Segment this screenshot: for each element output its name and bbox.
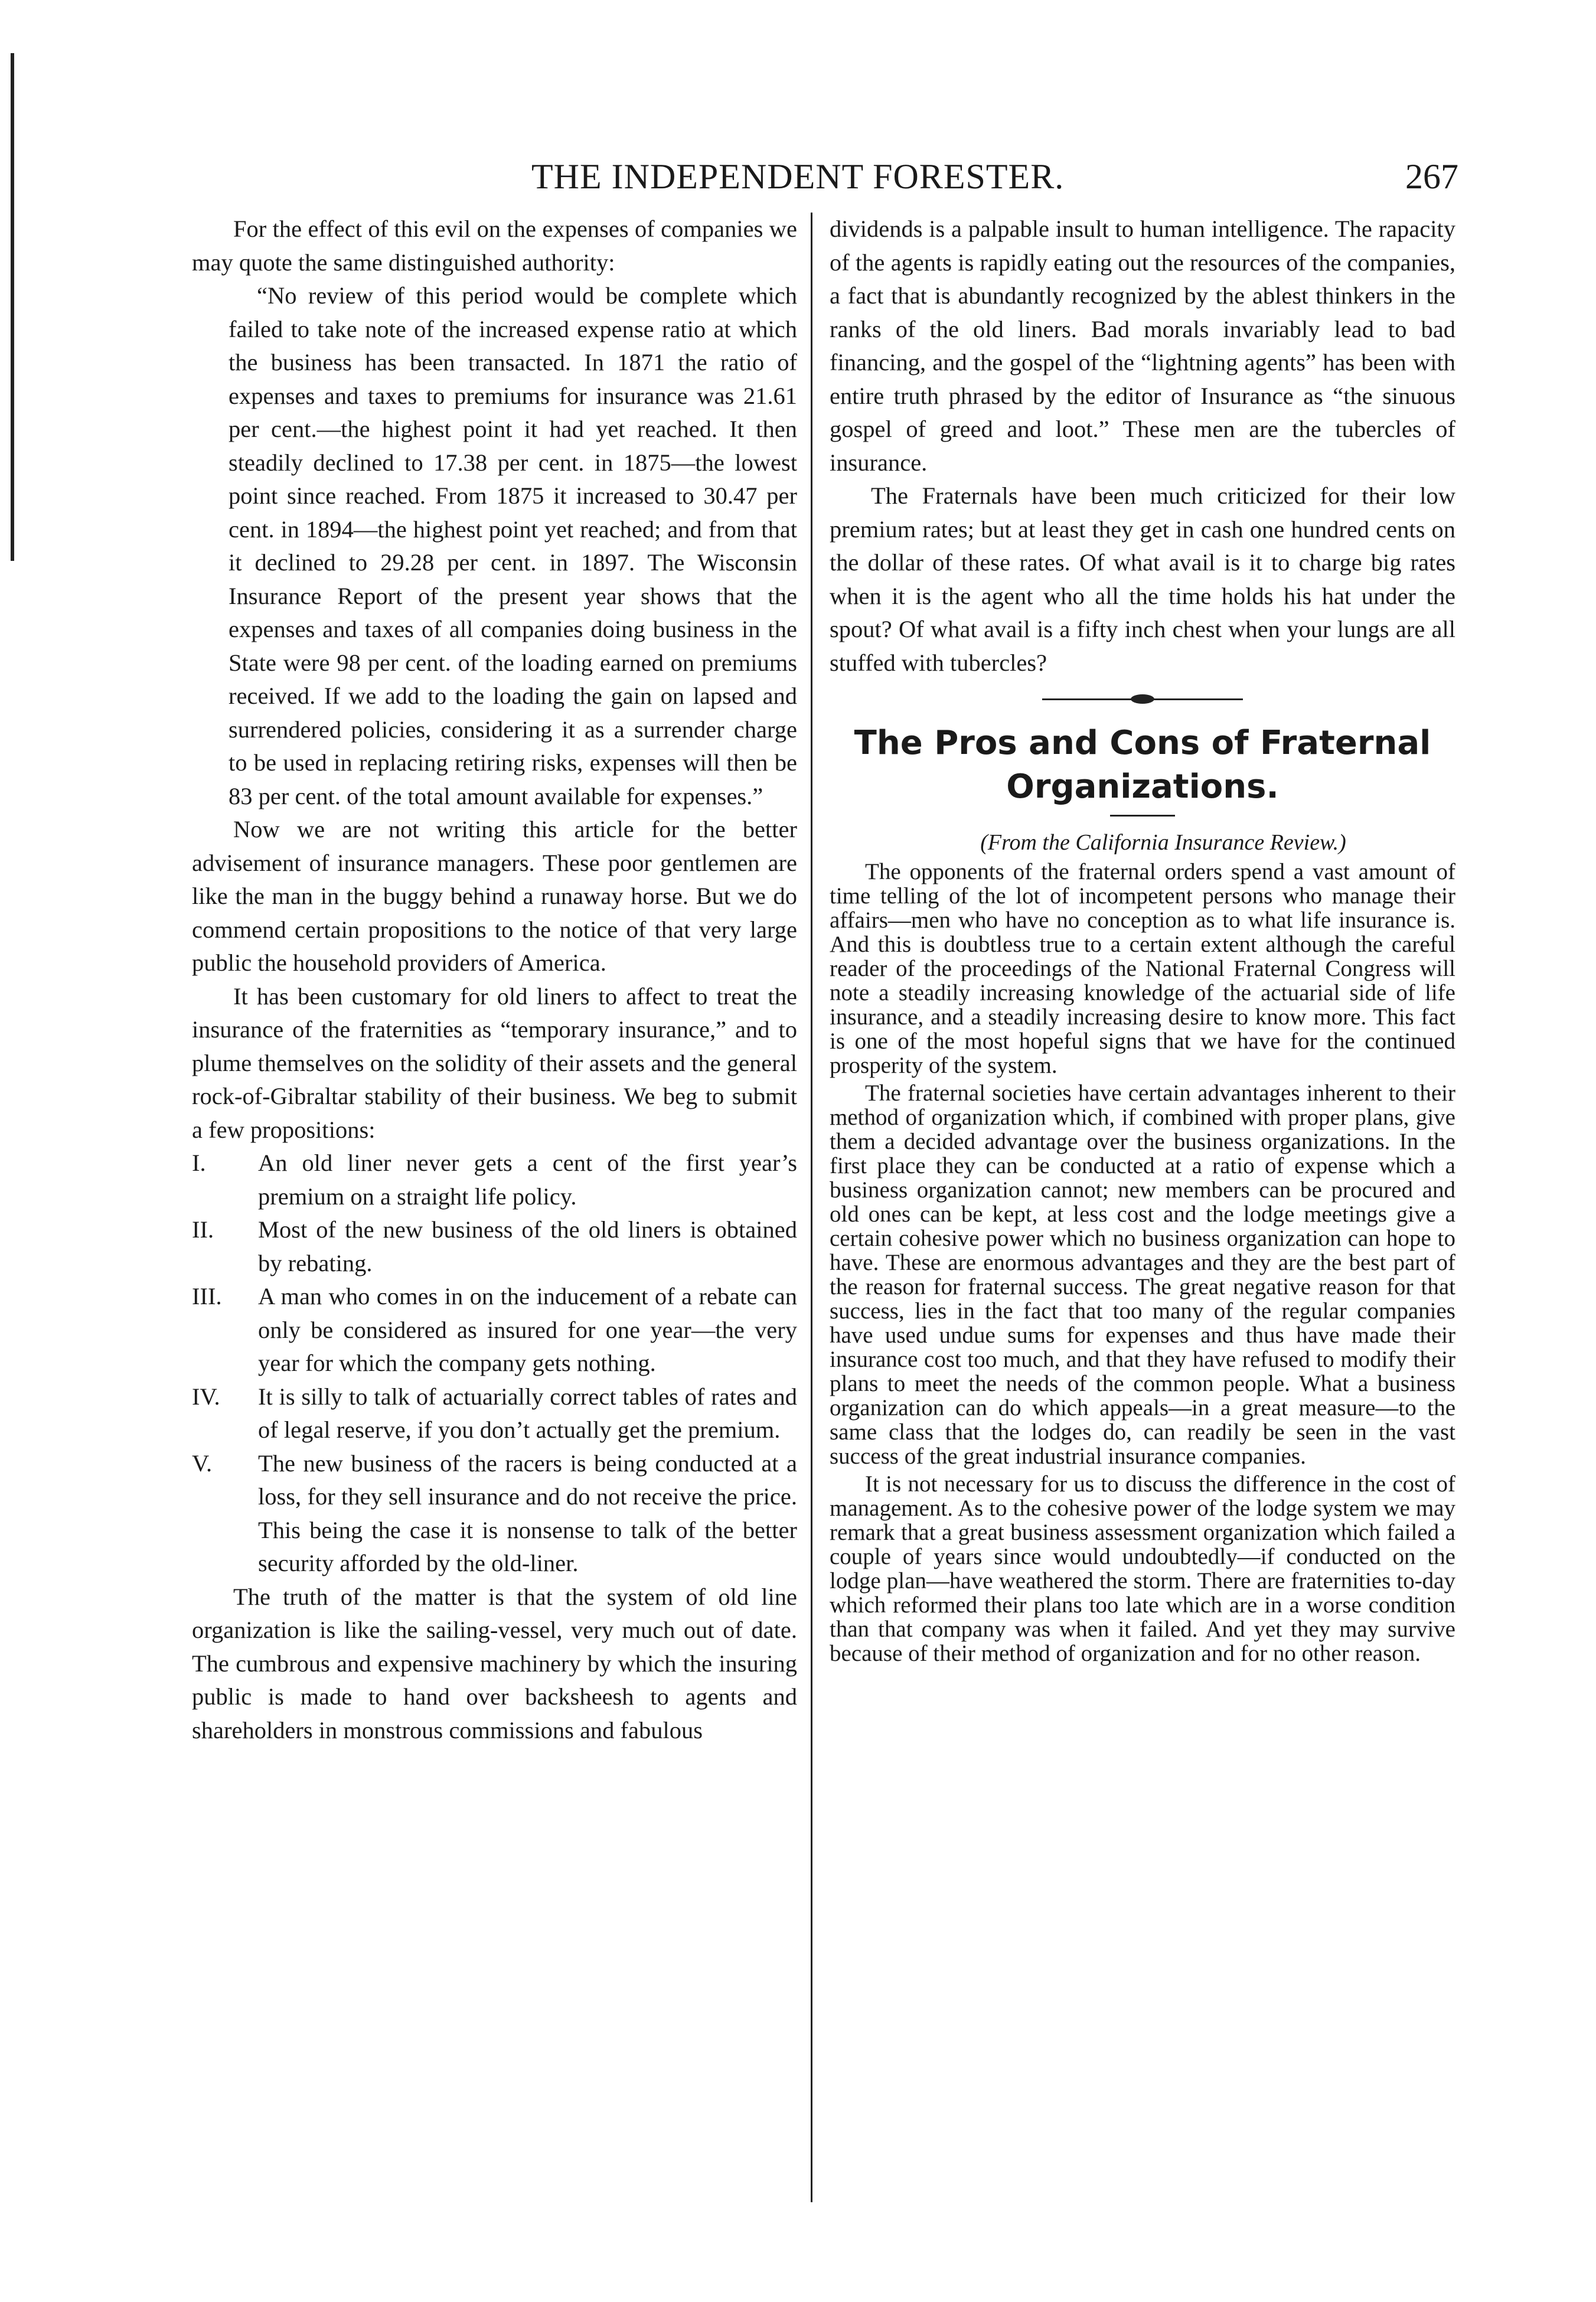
continued-paragraph: dividends is a palpable insult to human intelligence. The rapacity of the agents is rapidly eating out the resources of the companies, a fact that is abundantly recognized by the ablest thinkers in the ranks of the old liners. Bad morals invariably lead to bad financing, and the gospel of the “lightning agents” has been with entire truth phrased by the editor of Insurance as “the sinuous gospel of greed and loot.” These men are the tubercles of insurance. [830,215,1455,476]
list-item [192,1380,797,1447]
page-number: 267 [1405,157,1458,196]
list-item-number: II. [192,1216,214,1243]
list-item-number: I. [192,1150,206,1176]
article-paragraph: The opponents of the fraternal orders spend a vast amount of time telling of the lot of incompetent persons who manage their affairs—men who have no conception as to what life insurance is. And this is doubtless true to a certain extent although the careful reader of the proceedings of the National Fraternal Congress will note a steadily increasing knowledge of the actuarial side of life insurance, and a steadily increasing desire to know more. This fact is one of the most hopeful signs that we have for the continued prosperity of the system. [830,858,1455,1078]
article-paragraph: It is not necessary for us to discuss the difference in the cost of management. As to the cohesive power of the lodge system we may remark that a great business assessment organization which failed a couple of years since would undoubtedly—if conducted on the lodge plan—have weathered the storm. There are fraternities to-day which reformed their plans too late which are in a worse condition than that company was when it failed. And yet they may survive because of their method of organization and for no other reason. [830,1471,1455,1666]
page-header [189,156,1458,204]
column-divider [811,213,812,2202]
list-item-text: An old liner never gets a cent of the first year’s premium on a straight life policy. [258,1150,797,1210]
article-paragraph: The fraternal societies have certain advantages inherent to their method of organization which, if combined with proper plans, give them a decided advantage over the business organizations. In the first place they can be conducted at a ratio of expense which a business organization cannot; new members can be procured and old ones can be kept, at less cost and the lodge meetings give a certain cohesive power which no business organization can hope to have. These are enormous advantages and they are the best part of the reason for fraternal success. The great negative reason for that success, lies in the fact that too many of the regular companies have used undue sums for expenses and thus have made their insurance cost too much, and that they have refused to modify their plans to meet the needs of the common people. What a business organization can do which appeals—in a great measure—to the same class that the lodges do, can readily be seen in the vast success of the great industrial insurance companies. [830,1080,1455,1469]
right-column [830,213,1455,1669]
list-item [192,1447,797,1581]
list-item [192,1280,797,1380]
list-item-text: The new business of the racers is being conducted at a loss, for they sell insurance and do not receive the price. This being the case it is nonsense to talk of the better security afforded by the old-liner. [258,1449,797,1576]
margin-binding-mark [11,53,14,561]
list-item-text: A man who comes in on the inducement of a rebate can only be considered as insured for one year—the very year for which the company gets nothing. [258,1283,797,1376]
list-item-number: IV. [192,1383,220,1410]
intro-paragraph: For the effect of this evil on the expenses of companies we may quote the same distinguished authority: [192,215,797,276]
title-rule [1110,815,1175,817]
article-source: (From the California Insurance Review.) [980,830,1346,855]
article-body [830,860,1455,1666]
list-item-text: Most of the new business of the old liners is obtained by rebating. [258,1216,797,1276]
paragraph: The truth of the matter is that the system of old line organization is like the sailing-vessel, very much out of date. The cumbrous and expensive machinery by which the insuring public is made to hand over backsheesh to agents and shareholders in monstrous commissions and fabulous [192,1583,797,1743]
quote-paragraph: “No review of this period would be complete which failed to take note of the increased expense ratio at which the business has been transacted. In 1871 the ratio of expenses and taxes to premiums for insurance was 21.61 per cent.—the highest point it had yet reached. It then steadily declined to 17.38 per cent. in 1875—the lowest point since reached. From 1875 it increased to 30.47 per cent. in 1894—the highest point yet reached; and from that it declined to 29.28 per cent. in 1897. The Wisconsin Insurance Report of the present year shows that the expenses and taxes of all companies doing business in the State were 98 per cent. of the loading earned on premiums received. If we add to the loading the gain on lapsed and surrendered policies, considering it as a surrender charge to be used in replacing retiring risks, expenses will then be 83 per cent. of the total amount available for expenses.” [229,282,797,809]
list-item-number: III. [192,1283,222,1310]
list-item [192,1147,797,1213]
paragraph: The Fraternals have been much criticized for their low premium rates; but at least they get in cash one hundred cents on the dollar of these rates. Of what avail is it to charge big rates when it is the agent who all the time holds his hat under the spout? Of what avail is a fifty inch chest when your lungs are all stuffed with tubercles? [830,482,1455,676]
paragraph: It has been customary for old liners to affect to treat the insurance of the fraternities as “temporary insurance,” and to plume themselves on the solidity of their assets and the general rock-of-Gibraltar stability of their business. We beg to submit a few propositions: [192,982,797,1143]
list-item-number: V. [192,1449,213,1477]
section-separator [1042,698,1243,700]
paragraph: Now we are not writing this article for the better advisement of insurance managers. These poor gentlemen are like the man in the buggy behind a runaway horse. But we do commend certain propositions to the notice of that very large public the household providers of America. [192,816,797,976]
list-item-text: It is silly to talk of actuarially correct tables of rates and of legal reserve, if you don’t actually get the premium. [258,1383,797,1443]
left-column [192,213,797,1747]
propositions-list [192,1147,797,1581]
article-title: The Pros and Cons of Fraternal Organizations. [854,724,1431,806]
block-quote [192,279,797,813]
running-title: THE INDEPENDENT FORESTER. [531,157,1065,196]
list-item [192,1213,797,1280]
